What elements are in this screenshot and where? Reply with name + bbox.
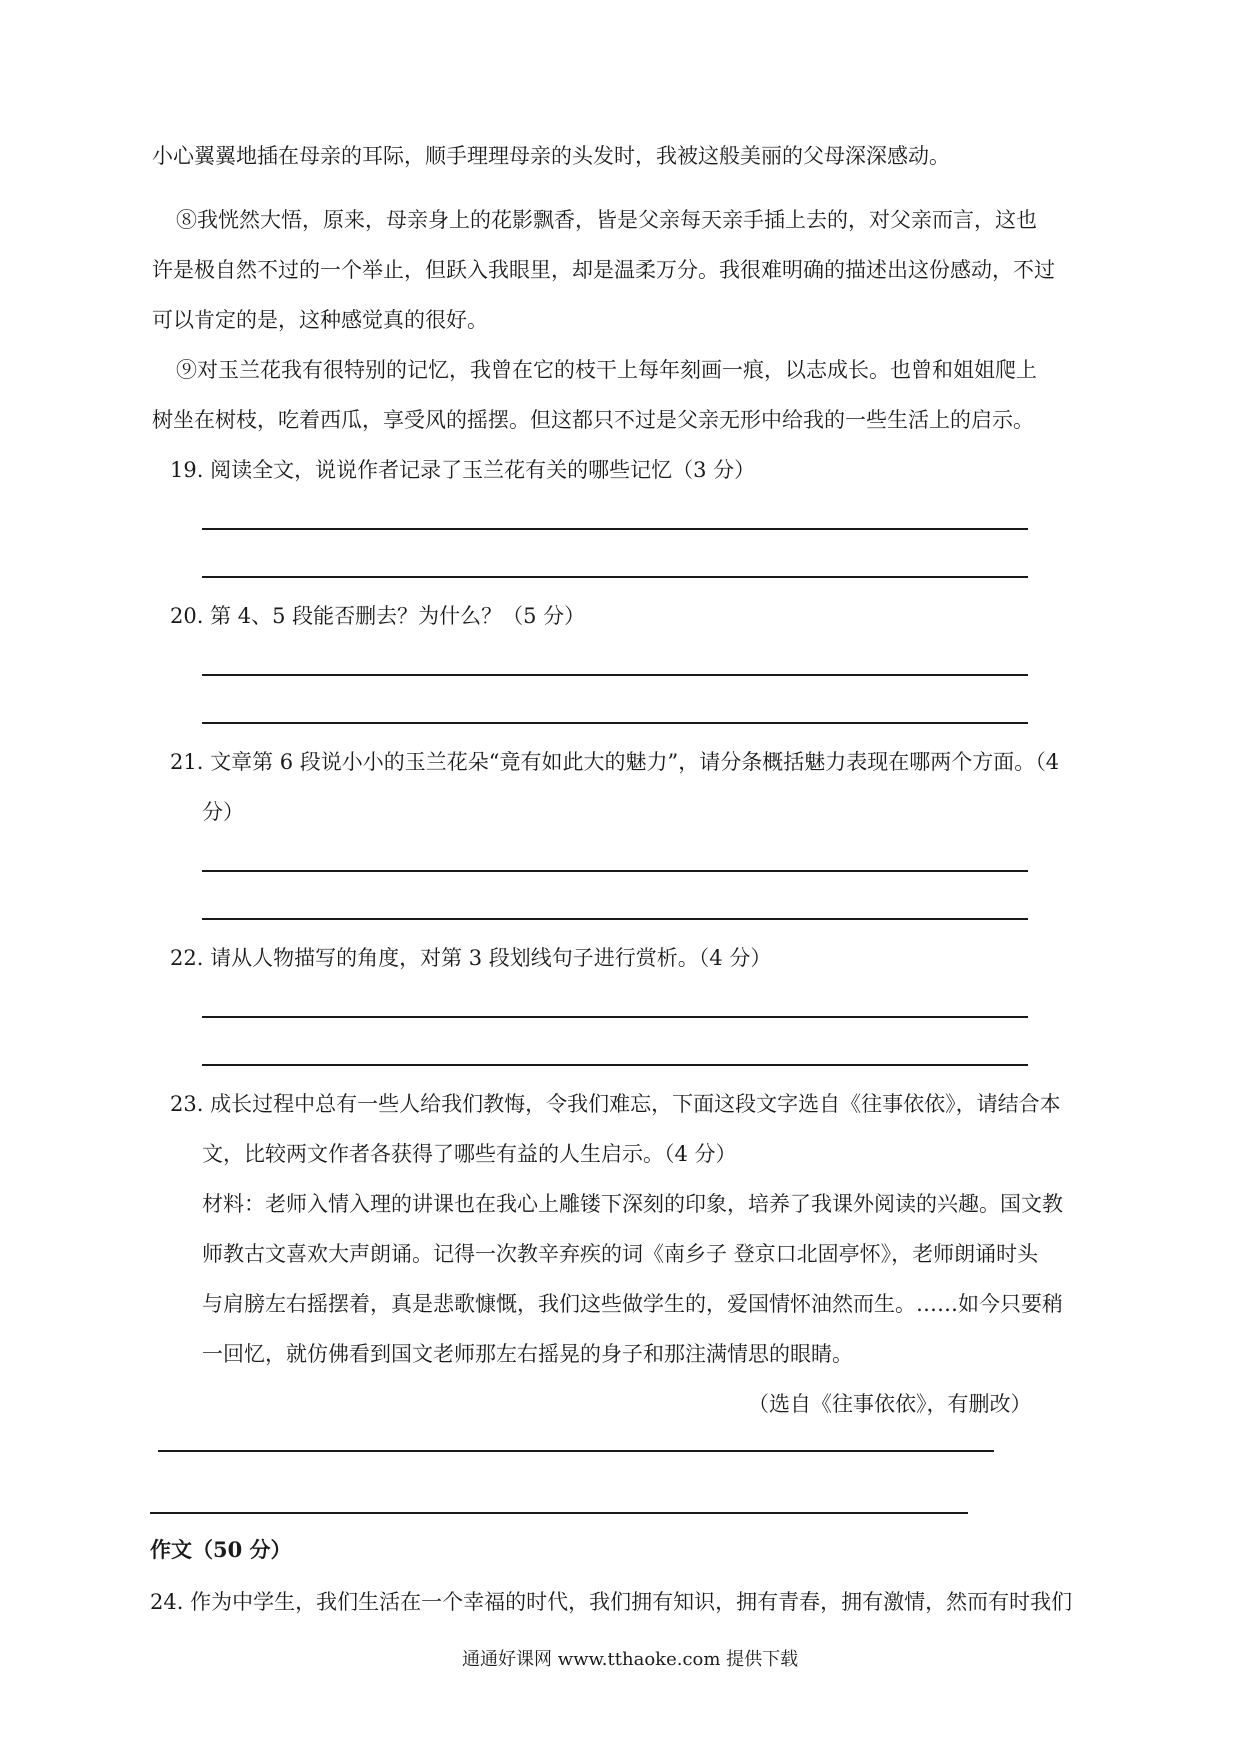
answer-line[interactable]	[202, 674, 1028, 676]
composition-heading: 作文（50 分）	[150, 1537, 292, 1562]
footer-text: 通通好课网 www.tthaoke.com 提供下载	[462, 1649, 799, 1670]
answer-line[interactable]	[202, 576, 1028, 578]
answer-line[interactable]	[202, 528, 1028, 530]
material-line-1: 材料：老师入情入理的讲课也在我心上雕镂下深刻的印象，培养了我课外阅读的兴趣。国文教	[202, 1192, 1063, 1216]
question-20: 20. 第 4、5 段能否删去？为什么？（5 分）	[170, 604, 586, 628]
answer-line[interactable]	[202, 722, 1028, 724]
answer-line[interactable]	[202, 870, 1028, 872]
answer-line[interactable]	[202, 1016, 1028, 1018]
answer-line[interactable]	[150, 1512, 968, 1514]
question-23-line-1: 23. 成长过程中总有一些人给我们教悔，令我们难忘，下面这段文字选自《往事依依》，请结合本	[170, 1092, 1061, 1116]
answer-line[interactable]	[158, 1450, 994, 1452]
paragraph-9-line-1: ⑨对玉兰花我有很特别的记忆，我曾在它的枝干上每年刻画一痕，以志成长。也曾和姐姐爬上	[176, 358, 1037, 382]
paragraph-8-line-3: 可以肯定的是，这种感觉真的很好。	[152, 308, 488, 332]
material-line-3: 与肩膀左右摇摆着，真是悲歌慷慨，我们这些做学生的，爱国情怀油然而生。……如今只要稍	[202, 1292, 1063, 1316]
paragraph-8-line-2: 许是极自然不过的一个举止，但跃入我眼里，却是温柔万分。我很难明确的描述出这份感动，不过	[152, 258, 1055, 282]
material-source: （选自《往事依依》，有删改）	[748, 1392, 1032, 1416]
answer-line[interactable]	[202, 1064, 1028, 1066]
material-line-2: 师教古文喜欢大声朗诵。记得一次教辛弃疾的词《南乡子 登京口北固亭怀》，老师朗诵时头	[202, 1242, 1039, 1266]
question-21-line-2: 分）	[202, 800, 244, 824]
material-line-4: 一回忆，就仿佛看到国文老师那左右摇晃的身子和那注满情思的眼睛。	[202, 1342, 853, 1366]
question-21-line-1: 21. 文章第 6 段说小小的玉兰花朵“竟有如此大的魅力”，请分条概括魅力表现在哪两个方面。（4	[170, 750, 1060, 774]
answer-line[interactable]	[202, 918, 1028, 920]
question-19: 19. 阅读全文，说说作者记录了玉兰花有关的哪些记忆（3 分）	[170, 458, 756, 482]
paragraph-9-line-2: 树坐在树枝，吃着西瓜，享受风的摇摆。但这都只不过是父亲无形中给我的一些生活上的启示。	[152, 408, 1034, 432]
question-23-line-2: 文，比较两文作者各获得了哪些有益的人生启示。（4 分）	[202, 1142, 737, 1166]
paragraph-8-line-1: ⑧我恍然大悟，原来，母亲身上的花影飘香，皆是父亲每天亲手插上去的，对父亲而言，这也	[176, 208, 1037, 232]
question-24: 24. 作为中学生，我们生活在一个幸福的时代，我们拥有知识，拥有青春，拥有激情，然而有时我们	[150, 1590, 1073, 1614]
question-22: 22. 请从人物描写的角度，对第 3 段划线句子进行赏析。（4 分）	[170, 946, 772, 970]
paragraph-7-tail: 小心翼翼地插在母亲的耳际，顺手理理母亲的头发时，我被这般美丽的父母深深感动。	[152, 144, 950, 168]
